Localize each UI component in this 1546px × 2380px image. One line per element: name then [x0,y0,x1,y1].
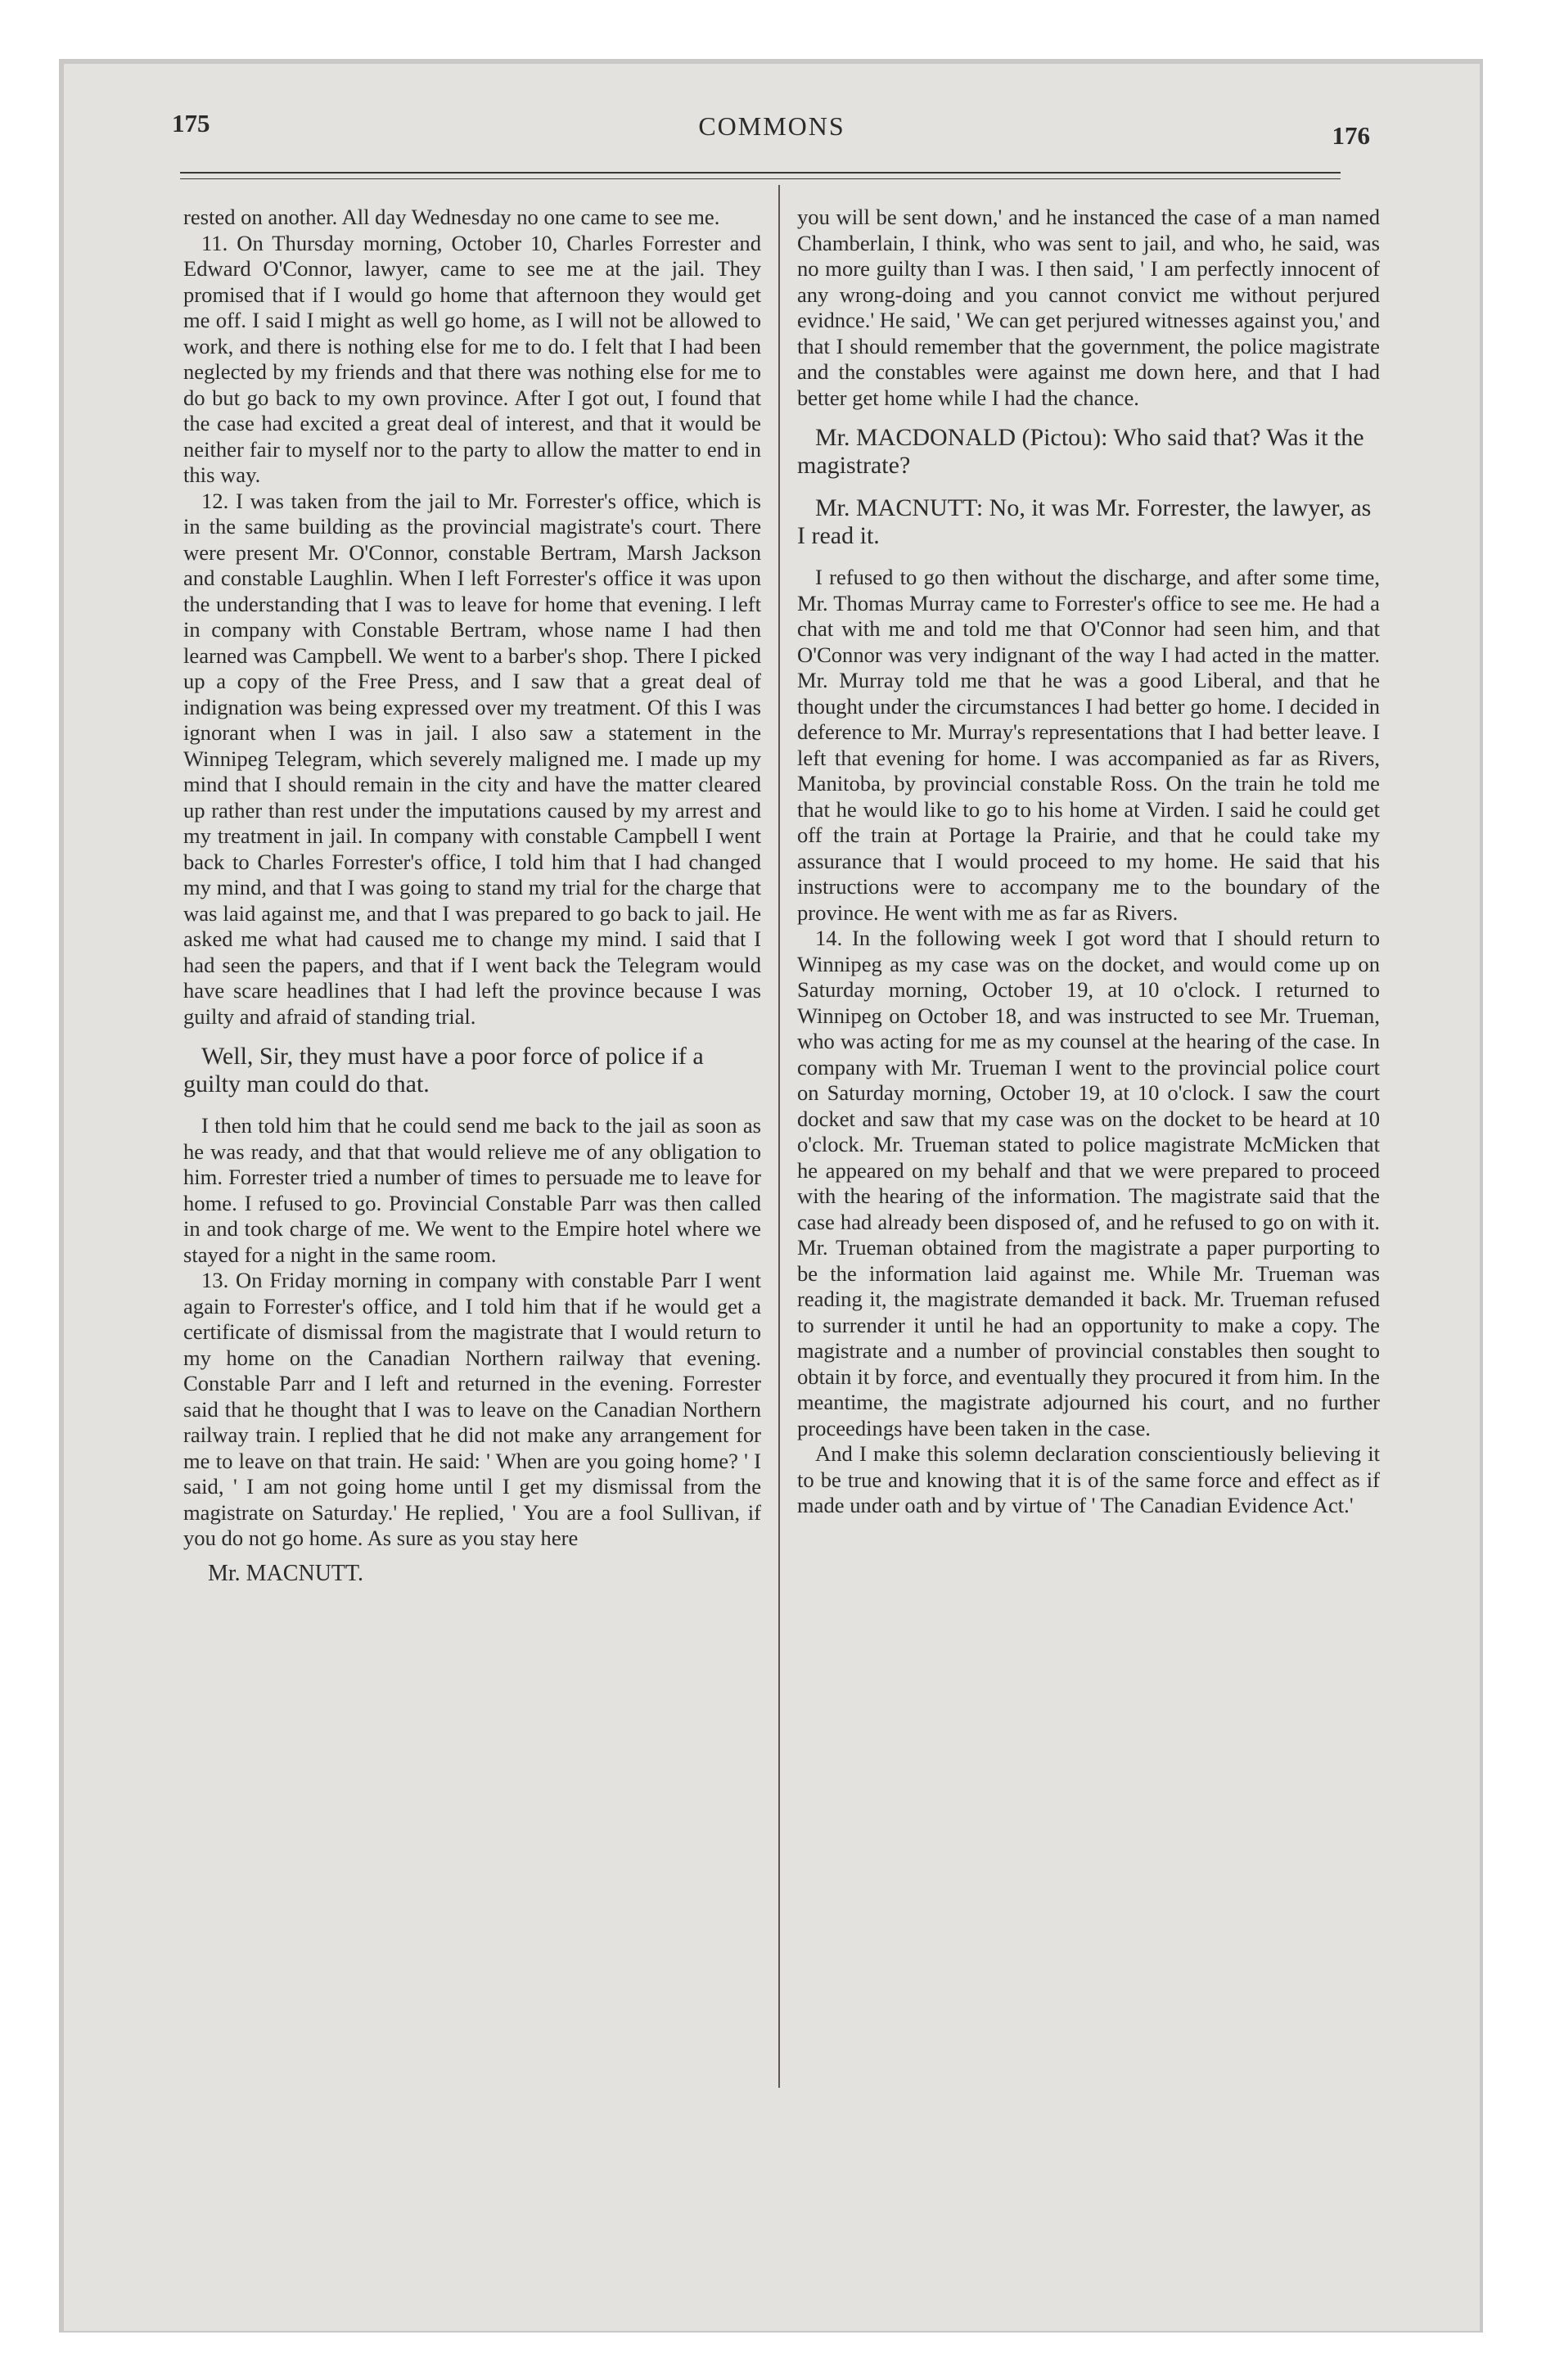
speech-interjection: Well, Sir, they must have a poor force of police if a guilty man could do that. [183,1043,704,1098]
right-column [797,205,1380,1519]
paragraph: 11. On Thursday morning, October 10, Charles Forrester and Edward O'Connor, lawyer, came to see me at the jail. They promised that if I would go home that afternoon they would get me off. I said I might as well go home, as I will not be allowed to work, and there is nothing else for me to do. I felt that I had been neglected by my friends and that there was nothing else for me to do but go back to my own province. After I got out, I found that the case had excited a great deal of interest, and that it would be neither fair to myself nor to the party to allow the matter to end in this way. [183,230,761,487]
speaker-name: Mr. MACNUTT. [208,1560,364,1586]
paragraph: I refused to go then without the discharge, and after some time, Mr. Thomas Murray came to Forrester's office to see me. He had a chat with me and told me that O'Connor had seen him, and that O'Connor was very indignant of the way I had acted in the matter. Mr. Murray told me that he was a good Liberal, and that he thought under the circumstances I had better go home. I decided in deference to Mr. Murray's representations that I had better leave. I left that evening for home. I was accompanied as far as Rivers, Manitoba, by provincial constable Ross. On the train he told me that he would like to go to his home at Virden. I said he could get off the train at Portage la Prairie, and that he could take my assurance that I would proceed to my home. He said that his instructions were to accompany me to the boundary of the province. He went with me as far as Rivers. [797,565,1380,925]
page-number-left: 175 [172,109,210,137]
paragraph: 14. In the following week I got word that I should return to Winnipeg as my case was on the docket, and would come up on Saturday morning, October 19, at 10 o'clock. I returned to Winnipeg on October 18, and was instructed to see Mr. Trueman, who was acting for me as my counsel at the hearing of the case. In company with Mr. Trueman I went to the provincial police court on Saturday morning, October 19, at 10 o'clock. I saw the court docket and saw that my case was on the docket to be heard at 10 o'clock. Mr. Trueman stated to police magistrate McMicken that he appeared on my behalf and that we were prepared to proceed with the hearing of the information. The magistrate said that the case had already been disposed of, and he refused to go on with it. Mr. Trueman obtained from the magistrate a paper purporting to be the information laid against me. While Mr. Trueman was reading it, the magistrate demanded it back. Mr. Trueman refused to surrender it until he had an opportunity to make a copy. The magistrate and a number of provincial constables then sought to obtain it by force, and eventually they procured it from him. In the meantime, the magistrate adjourned his court, and no further proceedings have been taken in the case. [797,926,1380,1440]
running-title: COMMONS [698,111,845,141]
speech-interjection: Mr. MACDONALD (Pictou): Who said that? Was it the magistrate? [797,424,1364,479]
document-page [64,64,1480,2331]
column-divider [778,185,780,2088]
paragraph: And I make this solemn declaration conscientiously believing it to be true and knowing that it is of the same force and effect as if made under oath and by virtue of ' The Canadian Evidence Act.' [797,1441,1380,1517]
running-head [64,64,1480,228]
paragraph: 13. On Friday morning in company with constable Parr I went again to Forrester's office, and I told him that if he would get a certificate of dismissal from the magistrate that I would return to my home on the Canadian Northern railway that evening. Constable Parr and I left and returned in the evening. Forrester said that he thought that I was to leave on the Canadian Northern railway train. I replied that he did not make any arrangement for me to leave on that train. He said: ' When are you going home? ' I said, ' I am not going home until I get my dismissal from the magistrate on Saturday.' He replied, ' You are a fool Sullivan, if you do not go home. As sure as you stay here [183,1268,761,1550]
paragraph: 12. I was taken from the jail to Mr. Forrester's office, which is in the same building as the provincial magistrate's court. There were present Mr. O'Connor, constable Bertram, Marsh Jackson and constable Laughlin. When I left Forrester's office it was upon the understanding that I was to leave for home that evening. I left in company with Constable Bertram, whose name I had then learned was Campbell. We went to a barber's shop. There I picked up a copy of the Free Press, and I saw that a great deal of indignation was being expressed over my treatment. Of this I was ignorant when I was in jail. I also saw a statement in the Winnipeg Telegram, which severely maligned me. I made up my mind that I should remain in the city and have the matter cleared up rather than rest under the imputations caused by my arrest and my treatment in jail. In company with constable Campbell I went back to Charles Forrester's office, I told him that I had changed my mind, and that I was going to stand my trial for the charge that was laid against me, and that I was prepared to go back to jail. He asked me what had caused me to change my mind. I said that I had seen the papers, and that if I went back the Telegram would have scare headlines that I had left the province because I was guilty and afraid of standing trial. [183,488,761,1029]
paragraph: you will be sent down,' and he instanced the case of a man named Chamberlain, I think, who was sent to jail, and who, he said, was no more guilty than I was. I then said, ' I am perfectly innocent of any wrong-doing and you cannot convict me without perjured evidnce.' He said, ' We can get perjured witnesses against you,' and that I should remember that the government, the police magistrate and the constables were against me down here, and that I had better get home while I had the chance. [797,205,1380,410]
paragraph: rested on another. All day Wednesday no one came to see me. [183,205,720,229]
header-rule-thin [180,178,1341,179]
paragraph: I then told him that he could send me back to the jail as soon as he was ready, and that that would relieve me of any obligation to him. Forrester tried a number of times to persuade me to leave for home. I refused to go. Provincial Constable Parr was then called in and took charge of me. We went to the Empire hotel where we stayed for a night in the same room. [183,1113,761,1267]
page-number-right: 176 [1332,121,1370,150]
speech-interjection: Mr. MACNUTT: No, it was Mr. Forrester, the lawyer, as I read it. [797,494,1372,549]
left-column [183,205,761,1588]
header-rule [180,172,1341,174]
